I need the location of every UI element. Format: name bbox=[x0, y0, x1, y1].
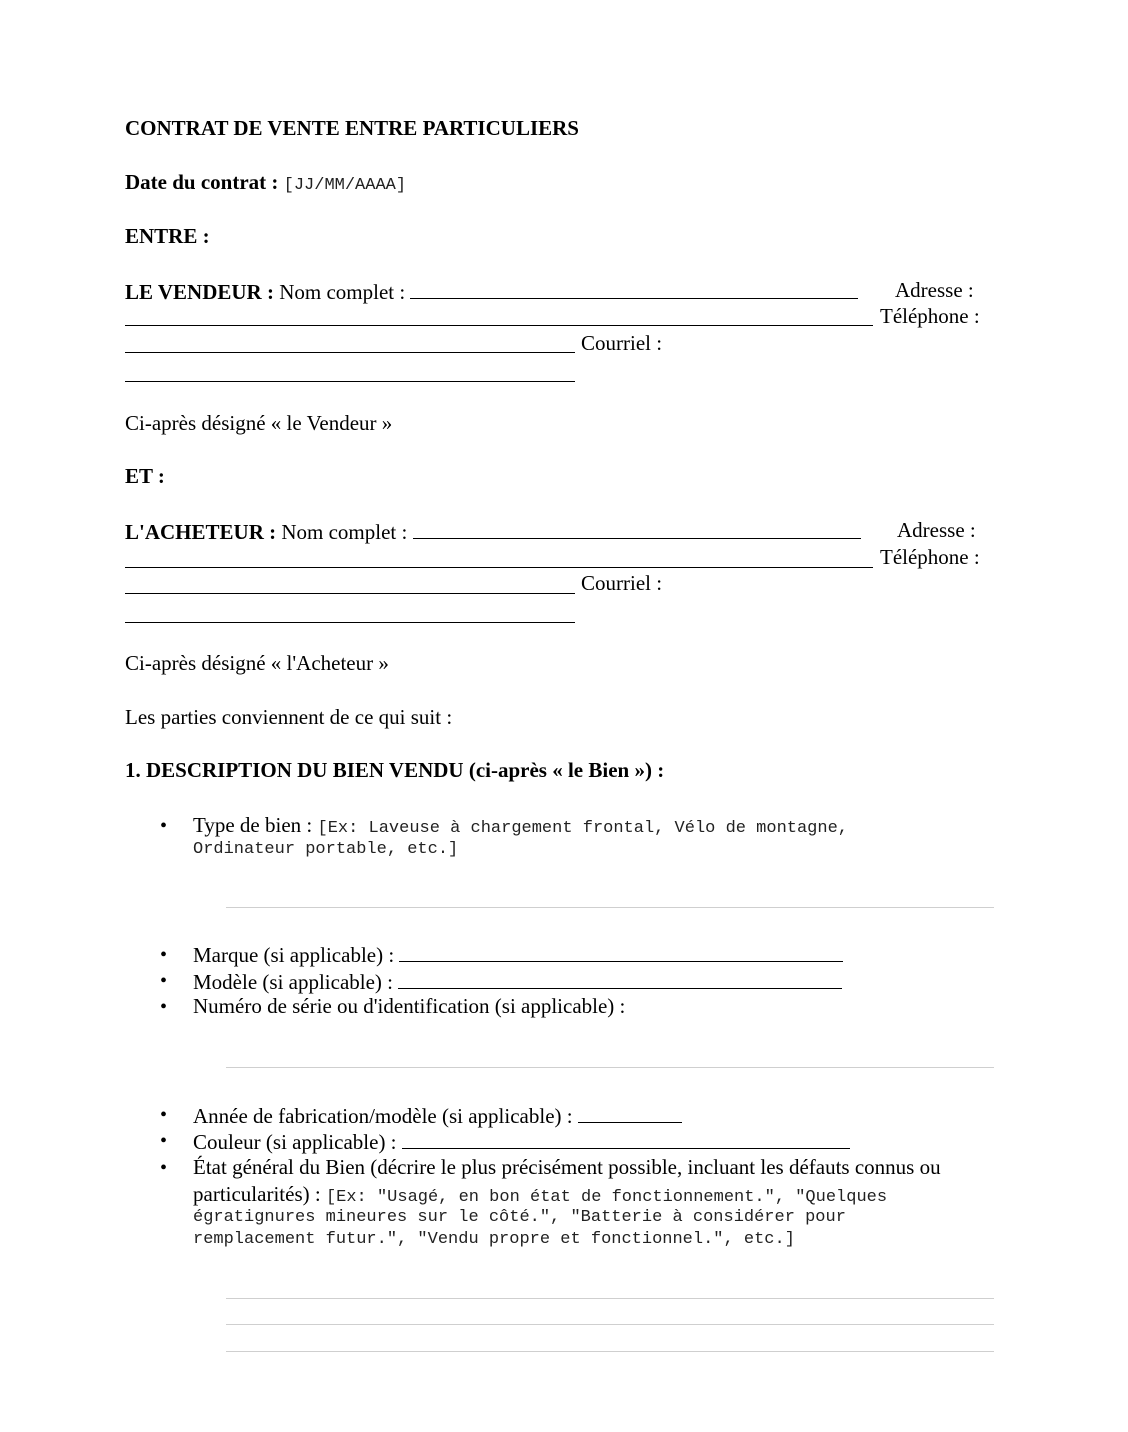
item-condition-label: État général du Bien (décrire le plus précisément possible, incluant les défauts connus ou bbox=[193, 1155, 941, 1179]
contract-date-label: Date du contrat : bbox=[125, 170, 279, 194]
item-model-field[interactable] bbox=[398, 970, 842, 989]
buyer-address-label: Adresse : bbox=[897, 518, 976, 542]
item-type-example-cont: Ordinateur portable, etc.] bbox=[193, 840, 459, 859]
section1-heading: 1. DESCRIPTION DU BIEN VENDU (ci-après « le Bien ») : bbox=[125, 758, 665, 782]
item-brand-label: Marque (si applicable) : bbox=[193, 943, 395, 967]
seller-address-label: Adresse : bbox=[895, 278, 974, 302]
buyer-label: L'ACHETEUR : bbox=[125, 520, 277, 544]
document-title: CONTRAT DE VENTE ENTRE PARTICULIERS bbox=[125, 116, 579, 140]
item-condition-field-line[interactable] bbox=[226, 1351, 994, 1352]
item-serial-label: Numéro de série ou d'identification (si applicable) : bbox=[193, 994, 626, 1018]
item-year-line bbox=[193, 1104, 688, 1127]
bullet-icon: • bbox=[160, 970, 168, 992]
entre-heading: ENTRE : bbox=[125, 224, 210, 248]
buyer-phone-label: Téléphone : bbox=[880, 545, 980, 569]
item-model-line bbox=[193, 970, 848, 993]
buyer-name-field[interactable] bbox=[413, 520, 861, 539]
item-serial-field[interactable] bbox=[226, 1067, 994, 1068]
agreement-text: Les parties conviennent de ce qui suit : bbox=[125, 705, 453, 729]
et-heading: ET : bbox=[125, 464, 165, 488]
seller-phone-label: Téléphone : bbox=[880, 304, 980, 328]
item-condition-example-cont: remplacement futur.", "Vendu propre et fonctionnel.", etc.] bbox=[193, 1230, 795, 1249]
item-condition-example: [Ex: "Usagé, en bon état de fonctionnement.", "Quelques bbox=[325, 1188, 888, 1207]
seller-email-field[interactable] bbox=[125, 381, 575, 382]
seller-address-field[interactable] bbox=[125, 325, 873, 326]
seller-designation: Ci-après désigné « le Vendeur » bbox=[125, 411, 393, 435]
item-year-field[interactable] bbox=[578, 1104, 682, 1123]
item-type-label: Type de bien : bbox=[193, 813, 313, 837]
item-condition-label-cont: particularités) : bbox=[193, 1182, 321, 1206]
item-color-field[interactable] bbox=[402, 1130, 850, 1149]
item-model-label: Modèle (si applicable) : bbox=[193, 970, 394, 994]
contract-date-field[interactable]: [JJ/MM/AAAA] bbox=[283, 176, 407, 195]
seller-email-label: Courriel : bbox=[581, 331, 663, 355]
item-year-label: Année de fabrication/modèle (si applicable) : bbox=[193, 1104, 573, 1128]
buyer-address-field[interactable] bbox=[125, 567, 873, 568]
buyer-email-field[interactable] bbox=[125, 622, 575, 623]
bullet-icon: • bbox=[160, 1157, 168, 1179]
contract-date-line bbox=[125, 172, 406, 194]
seller-name-field[interactable] bbox=[410, 280, 858, 299]
item-color-label: Couleur (si applicable) : bbox=[193, 1130, 397, 1154]
seller-label: LE VENDEUR : bbox=[125, 280, 274, 304]
item-type-line bbox=[193, 815, 848, 837]
bullet-icon: • bbox=[160, 815, 168, 837]
buyer-name-label: Nom complet : bbox=[281, 520, 408, 544]
item-brand-line bbox=[193, 943, 849, 966]
buyer-email-label: Courriel : bbox=[581, 571, 663, 595]
bullet-icon: • bbox=[160, 996, 168, 1018]
item-type-example: [Ex: Laveuse à chargement frontal, Vélo de montagne, bbox=[317, 819, 848, 838]
buyer-name-line bbox=[125, 520, 867, 543]
item-condition-example-cont: égratignures mineures sur le côté.", "Batterie à considérer pour bbox=[193, 1208, 846, 1227]
item-brand-field[interactable] bbox=[399, 943, 843, 962]
buyer-designation: Ci-après désigné « l'Acheteur » bbox=[125, 651, 389, 675]
bullet-icon: • bbox=[160, 944, 168, 966]
item-condition-field-line[interactable] bbox=[226, 1324, 994, 1325]
item-color-line bbox=[193, 1130, 856, 1153]
item-type-field[interactable] bbox=[226, 907, 994, 908]
seller-name-label: Nom complet : bbox=[279, 280, 406, 304]
seller-name-line bbox=[125, 280, 864, 303]
bullet-icon: • bbox=[160, 1130, 168, 1152]
item-condition-field-line[interactable] bbox=[226, 1298, 994, 1299]
bullet-icon: • bbox=[160, 1104, 168, 1126]
item-condition-line2 bbox=[193, 1184, 887, 1206]
buyer-phone-field[interactable] bbox=[125, 593, 575, 594]
seller-phone-field[interactable] bbox=[125, 352, 575, 353]
